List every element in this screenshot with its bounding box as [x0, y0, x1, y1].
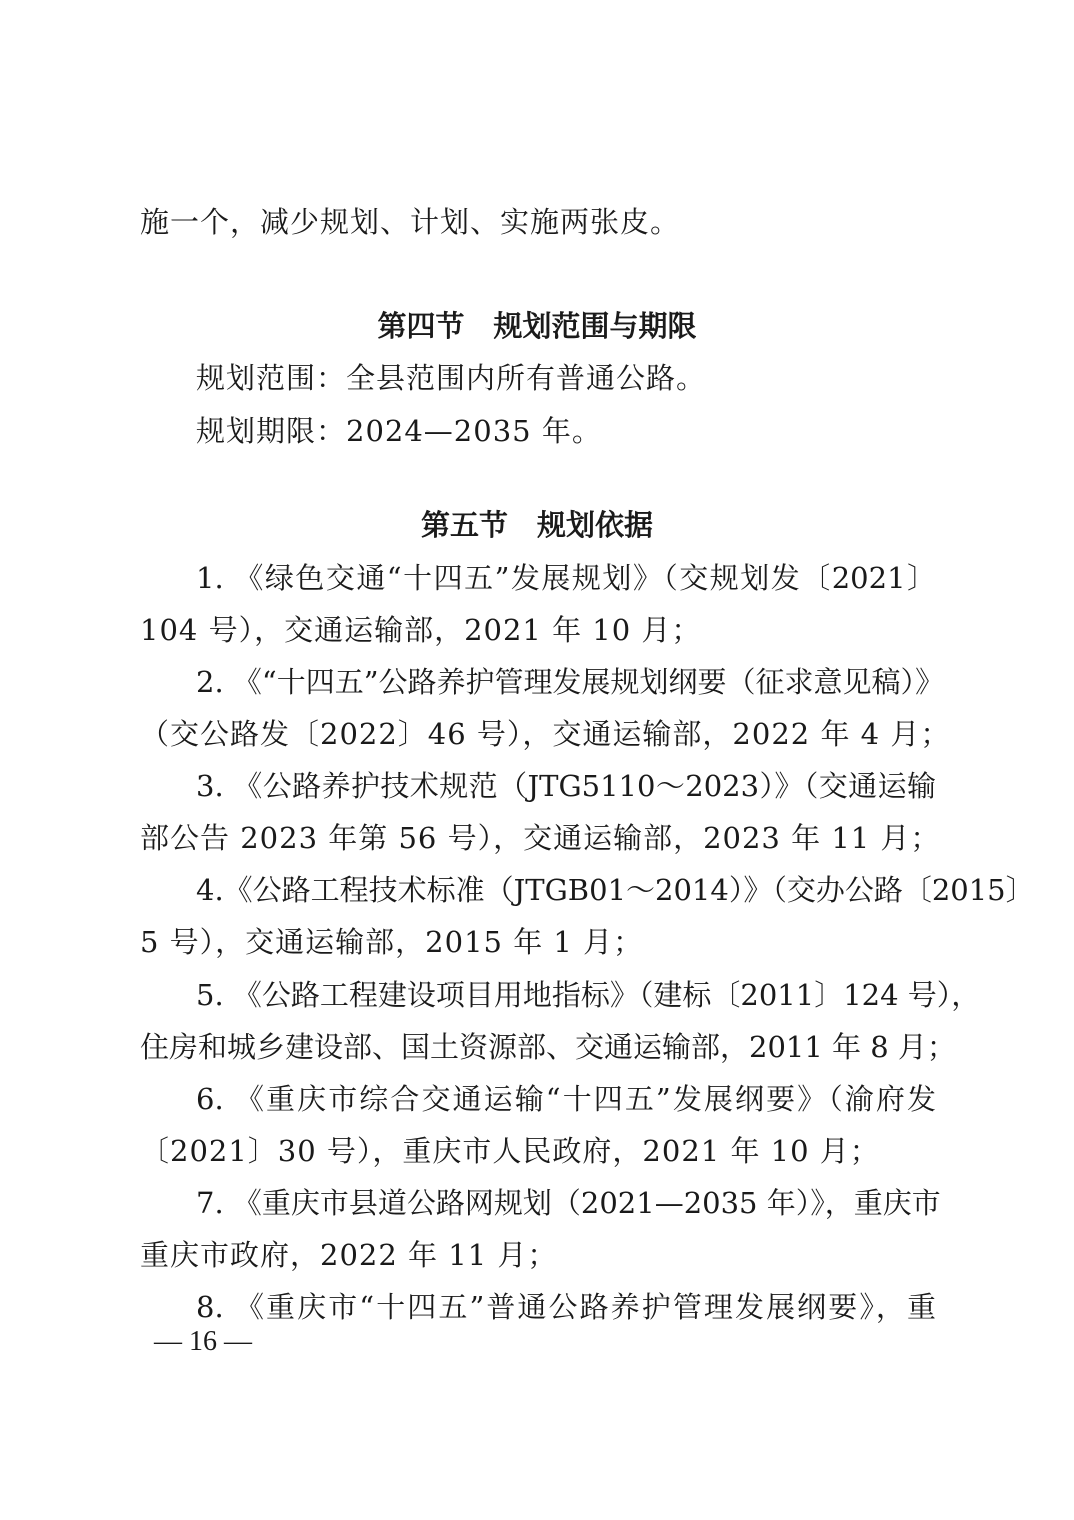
reference-item-line: 3. 《公路养护技术规范（JTG5110～2023）》（交通运输 [196, 769, 936, 803]
reference-item-line: 7. 《重庆市县道公路网规划（2021—2035 年）》，重庆市 [196, 1186, 941, 1220]
reference-item-line: 1. 《绿色交通“十四五”发展规划》（交规划发〔2021〕 [196, 561, 936, 595]
paragraph-line: 规划期限：2024—2035 年。 [196, 414, 602, 448]
reference-item-line: 6. 《重庆市综合交通运输“十四五”发展纲要》（渝府发 [196, 1082, 936, 1116]
paragraph-line: 施一个，减少规划、计划、实施两张皮。 [140, 205, 681, 239]
reference-item-line: 5 号），交通运输部，2015 年 1 月； [140, 925, 644, 959]
reference-item-line: 104 号），交通运输部，2021 年 10 月； [140, 613, 702, 647]
reference-item-line: 2. 《“十四五”公路养护管理发展规划纲要（征求意见稿）》 [196, 665, 945, 699]
reference-item-line: （交公路发〔2022〕46 号），交通运输部，2022 年 4 月； [140, 717, 951, 751]
paragraph-line: 规划范围：全县范围内所有普通公路。 [196, 361, 707, 395]
reference-item-line: 〔2021〕30 号），重庆市人民政府，2021 年 10 月； [140, 1134, 880, 1168]
section-heading-5: 第五节 规划依据 [420, 508, 653, 542]
section-heading-4: 第四节 规划范围与期限 [377, 309, 697, 343]
reference-item-line: 住房和城乡建设部、国土资源部、交通运输部，2011 年 8 月； [140, 1030, 956, 1064]
reference-item-line: 部公告 2023 年第 56 号），交通运输部，2023 年 11 月； [140, 821, 941, 855]
reference-item-line: 重庆市政府，2022 年 11 月； [140, 1238, 558, 1272]
reference-item-line: 8. 《重庆市“十四五”普通公路养护管理发展纲要》，重 [196, 1290, 936, 1324]
page-number: — 16 — [154, 1326, 252, 1357]
reference-item-line: 4.《公路工程技术标准（JTGB01～2014）》（交办公路〔2015〕 [196, 873, 1035, 907]
reference-item-line: 5. 《公路工程建设项目用地指标》（建标〔2011〕124 号）， [196, 978, 981, 1012]
